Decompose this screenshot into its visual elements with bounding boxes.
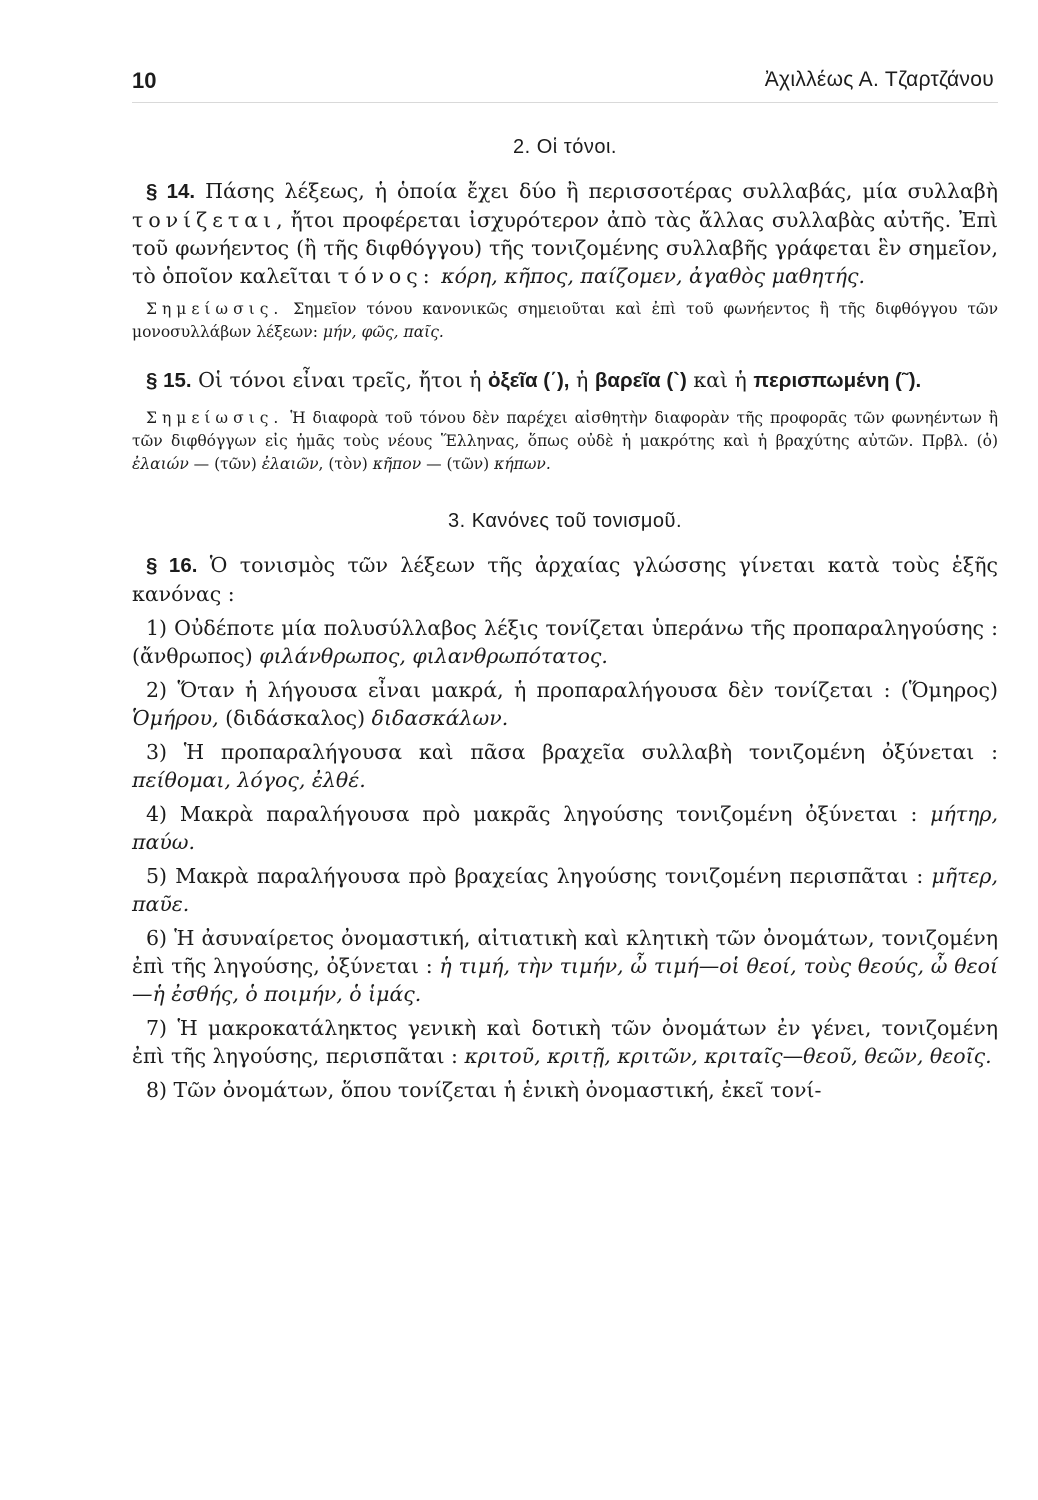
paragraph-number: § 16. [146,554,198,577]
rule-item: 7) Ἡ μακροκατάληκτος γενικὴ καὶ δοτικὴ τῶν ὀνομάτων ἐν γένει, τονιζομένη ἐπὶ τῆς ληγούσης, περισπᾶται : κριτοῦ, κριτῇ, κριτῶν, κριταῖς—θεοῦ, θεῶν, θεοῖς. [132,1016,998,1068]
page-number: 10 [132,68,157,93]
running-title: Ἀχιλλέως Α. Τζαρτζάνου [764,68,994,91]
spaced-term: τόνος: [337,264,435,288]
note-label: Σημείωσις. [146,300,284,318]
page-content [132,136,998,1104]
section-title-rules: 3. Κανόνες τοῦ τονισμοῦ. [447,510,683,532]
rule-item: 1) Οὐδέποτε μία πολυσύλλαβος λέξις τονίζεται ὑπεράνω τῆς προπαραληγούσης : (ἄνθρωπος) φιλάνθρωπος, φιλανθρωπότατος. [132,616,998,668]
spaced-term: τονίζεται [132,208,277,232]
note-15: Σημείωσις. Ἡ διαφορὰ τοῦ τόνου δὲν παρέχει αἰσθητὴν διαφορὰν τῆς προφορᾶς τῶν φωνηέντων ἢ τῶν διφθόγγων εἰς ἡμᾶς τοὺς νέους Ἕλληνας, ὅπως οὐδὲ ἡ μακρότης καὶ ἡ βραχύτης αὐτῶν. Πρβλ. (ὁ) ἐλαιών — (τῶν) ἐλαιῶν, (τὸν) κῆπον — (τῶν) κήπων. [132,409,998,473]
paragraph-number: § 15. [146,369,192,392]
rule-item: 8) Τῶν ὀνομάτων, ὅπου τονίζεται ἡ ἑνικὴ ὀνομαστική, ἐκεῖ τονί- [146,1078,822,1102]
accent-name: περισπωμένη (῀). [753,369,922,392]
paragraph-number: § 14. [146,180,196,203]
rule-item: 2) Ὅταν ἡ λήγουσα εἶναι μακρά, ἡ προπαραλήγουσα δὲν τονίζεται : (Ὅμηρος) Ὁμήρου, (διδάσκαλος) διδασκάλων. [132,678,998,730]
rule-item: 5) Μακρὰ παραλήγουσα πρὸ βραχείας ληγούσης τονιζομένη περισπᾶται : μῆτερ, παῦε. [132,864,998,916]
note-14: Σημείωσις. Σημεῖον τόνου κανονικῶς σημειοῦται καὶ ἐπὶ τοῦ φωνήεντος ἢ τῆς διφθόγγου τῶν μονοσυλλάβων λέξεων: μήν, φῶς, παῖς. [132,300,998,341]
rules-list [132,614,998,1104]
page-header [132,68,998,103]
note-label: Σημείωσις. [146,409,284,427]
examples: κόρη, κῆπος, παίζομεν, ἀγαθὸς μαθητής. [434,264,866,288]
accent-name: ὀξεῖα (΄), [487,369,570,392]
rule-item: 4) Μακρὰ παραλήγουσα πρὸ μακρᾶς ληγούσης τονιζομένη ὀξύνεται : μήτηρ, παύω. [132,802,998,854]
paragraph-15: § 15. Οἱ τόνοι εἶναι τρεῖς, ἤτοι ἡ ὀξεῖα (΄), ἡ βαρεῖα (`) καὶ ἡ περισπωμένη (῀). [146,368,922,392]
examples: μήν, φῶς, παῖς. [322,323,444,341]
rule-item: 3) Ἡ προπαραλήγουσα καὶ πᾶσα βραχεῖα συλλαβὴ τονιζομένη ὀξύνεται : πείθομαι, λόγος, ἐλθέ. [132,740,998,792]
rule-item: 6) Ἡ ἀσυναίρετος ὀνομαστική, αἰτιατικὴ καὶ κλητικὴ τῶν ὀνομάτων, τονιζομένη ἐπὶ τῆς ληγούσης, ὀξύνεται : ἡ τιμή, τὴν τιμήν, ὦ τιμή—οἱ θεοί, τοὺς θεούς, ὦ θεοί—ἡ ἐσθής, ὁ ποιμήν, ὁ ἱμάς. [132,926,999,1006]
paragraph-16: § 16. Ὁ τονισμὸς τῶν λέξεων τῆς ἀρχαίας γλώσσης γίνεται κατὰ τοὺς ἑξῆς κανόνας : [132,553,998,606]
paragraph-14: § 14. Πάσης λέξεως, ἡ ὁποία ἔχει δύο ἢ περισσοτέρας συλλαβάς, μία συλλαβὴ τονίζεται, ἤτοι προφέρεται ἰσχυρότερον ἀπὸ τὰς ἄλλας συλλαβὰς αὐτῆς. Ἐπὶ τοῦ φωνήεντος (ἢ τῆς διφθόγγου) τῆς τονιζομένης συλλαβῆς γράφεται ἓν σημεῖον, τὸ ὁποῖον καλεῖται τόνος: κόρη, κῆπος, παίζομεν, ἀγαθὸς μαθητής. [132,179,998,288]
accent-name: βαρεῖα (`) [594,369,687,392]
section-title-tones: 2. Οἱ τόνοι. [513,136,617,158]
